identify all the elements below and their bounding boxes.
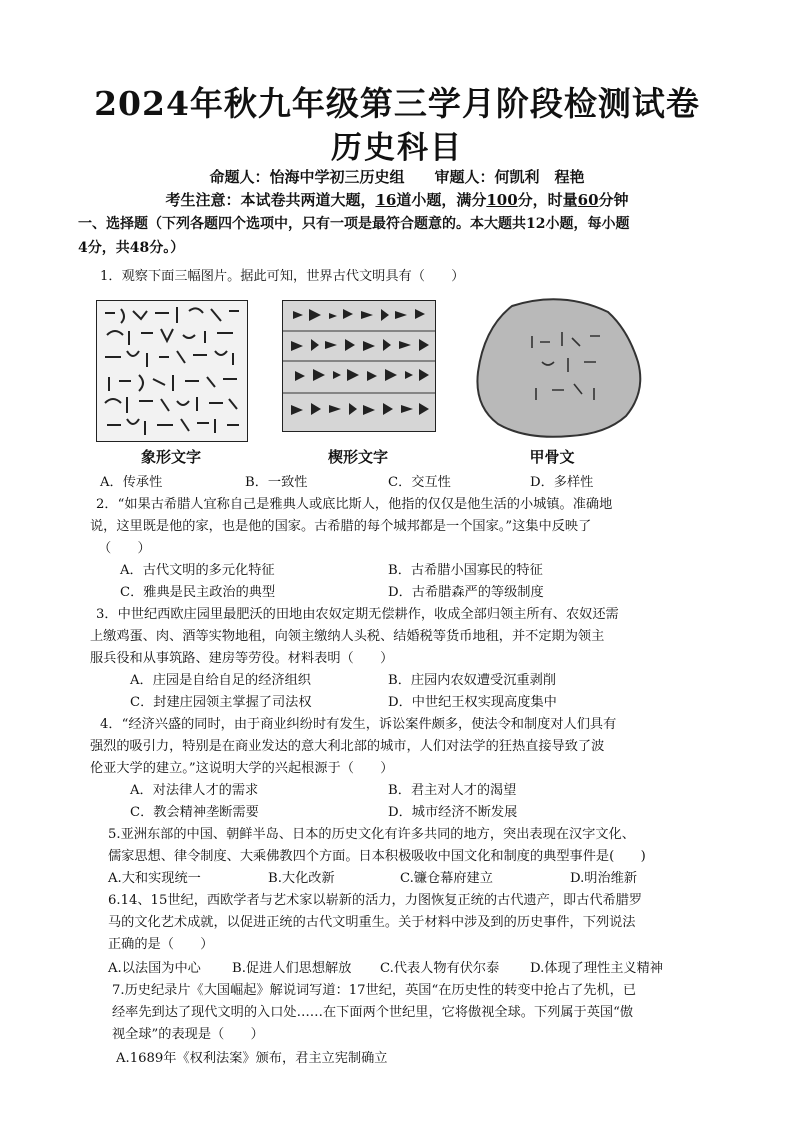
notice-suffix: 分钟 <box>598 191 629 209</box>
q6-option-d: D.体现了理性主义精神 <box>530 961 663 976</box>
q3-line1: 3．中世纪西欧庄园里最肥沃的田地由农奴定期无偿耕作，收成全部归领主所有、农奴还需 <box>96 607 619 622</box>
section-heading-line1: 一、选择题（下列各题四个选项中，只有一项是最符合题意的。本大题共12小题，每小题 <box>78 216 630 232</box>
notice-full-score: 100 <box>486 191 518 209</box>
exam-notice <box>0 189 794 210</box>
notice-mid2: 分，时量 <box>517 191 578 209</box>
hieroglyph-image <box>96 300 248 442</box>
q7-line1: 7.历史纪录片《大国崛起》解说词写道：17世纪，英国“在历史性的转变中抢占了先机，已 <box>112 983 637 998</box>
caption-oracle-bone: 甲骨文 <box>529 448 575 466</box>
author-line: 命题人：怡海中学初三历史组 审题人：何凯利 程艳 <box>209 168 585 186</box>
cuneiform-glyphs <box>283 301 435 431</box>
caption-hieroglyph: 象形文字 <box>140 448 201 466</box>
notice-time: 60 <box>577 191 599 209</box>
q1-option-b: B．一致性 <box>245 475 308 490</box>
q4-option-b: B．君主对人才的渴望 <box>388 783 517 798</box>
q5-option-c: C.镰仓幕府建立 <box>400 871 493 886</box>
q2-line1: 2．“如果古希腊人宜称自己是雅典人或底比斯人，他指的仅仅是他生活的小城镇。准确地 <box>96 497 613 512</box>
q3-option-a: A．庄园是自给自足的经济组织 <box>130 673 311 688</box>
q1-stem: 1．观察下面三幅图片。据此可知，世界古代文明具有（ ） <box>100 269 465 284</box>
q2-option-d: D．古希腊森严的等级制度 <box>388 585 544 600</box>
q4-option-d: D．城市经济不断发展 <box>388 805 518 820</box>
oracle-bone-shell <box>472 296 648 446</box>
q4-line1: 4．“经济兴盛的同时，由于商业纠纷时有发生，诉讼案件颇多，使法令和制度对人们具有 <box>100 717 617 732</box>
exam-title: 2024年秋九年级第三学月阶段检测试卷 <box>94 84 700 123</box>
hieroglyph-glyphs <box>97 301 247 441</box>
subject-title: 历史科目 <box>331 130 463 166</box>
q3-option-d: D．中世纪王权实现高度集中 <box>388 695 557 710</box>
q1-option-d: D．多样性 <box>530 475 594 490</box>
q4-option-c: C．教会精神垄断需要 <box>130 805 259 820</box>
q6-line1: 6.14、15世纪，西欧学者与艺术家以崭新的活力，力图恢复正统的古代遗产，即古代希腊罗 <box>108 893 643 908</box>
q4-line2: 强烈的吸引力，特别是在商业发达的意大利北部的城市，人们对法学的狂热直接导致了波 <box>90 739 605 754</box>
q6-option-c: C.代表人物有伏尔泰 <box>380 961 500 976</box>
q1-option-a: A．传承性 <box>100 475 163 490</box>
q4-option-a: A．对法律人才的需求 <box>130 783 259 798</box>
q6-option-b: B.促进人们思想解放 <box>232 961 352 976</box>
q3-option-c: C．封建庄园领主掌握了司法权 <box>130 695 312 710</box>
q1-figures <box>96 296 656 472</box>
q7-line3: 视全球”的表现是（ ） <box>112 1027 264 1042</box>
q4-line3: 伦亚大学的建立。”这说明大学的兴起根源于（ ） <box>90 761 394 776</box>
q1-option-c: C．交互性 <box>388 475 451 490</box>
q5-line1: 5.亚洲东部的中国、朝鲜半岛、日本的历史文化有许多共同的地方，突出表现在汉字文化、 <box>108 827 635 842</box>
q3-line2: 上缴鸡蛋、肉、酒等实物地租，向领主缴纳人头税、结婚税等货币地租，并不定期为领主 <box>90 629 605 644</box>
q2-option-b: B．古希腊小国寡民的特征 <box>388 563 543 578</box>
q3-line3: 服兵役和从事筑路、建房等劳役。材料表明（ ） <box>90 651 394 666</box>
q6-line3: 正确的是（ ） <box>108 937 214 952</box>
q2-line3: （ ） <box>98 541 151 556</box>
notice-prefix: 考生注意：本试卷共两道大题， <box>165 191 376 209</box>
q3-option-b: B．庄园内农奴遭受沉重剥削 <box>388 673 556 688</box>
q2-line2: 说，这里既是他的家，也是他的国家。古希腊的每个城邦都是一个国家。”这集中反映了 <box>90 519 592 534</box>
q7-line2: 经率先到达了现代文明的入口处……在下面两个世纪里，它将傲视全球。下列属于英国“傲 <box>112 1005 634 1020</box>
q6-line2: 马的文化艺术成就，以促进正统的古代文明重生。关于材料中涉及到的历史事件，下列说法 <box>108 915 636 930</box>
cuneiform-image <box>282 300 436 432</box>
q5-option-b: B.大化改新 <box>268 871 335 886</box>
q5-option-a: A.大和实现统一 <box>108 871 201 886</box>
q2-option-c: C．雅典是民主政治的典型 <box>120 585 276 600</box>
oracle-bone-image <box>472 296 648 446</box>
caption-cuneiform: 楔形文字 <box>327 448 388 466</box>
q5-line2: 儒家思想、律令制度、大乘佛教四个方面。日本积极吸收中国文化和制度的典型事件是( ) <box>108 849 646 864</box>
section-heading-line2: 4分，共48分。） <box>78 240 185 256</box>
q5-option-d: D.明治维新 <box>570 871 638 886</box>
q7-option-a: A.1689年《权利法案》颁布，君主立宪制确立 <box>116 1051 388 1066</box>
section-heading <box>78 212 698 260</box>
q2-option-a: A．古代文明的多元化特征 <box>120 563 275 578</box>
notice-question-count: 16 <box>375 191 397 209</box>
q6-option-a: A.以法国为中心 <box>108 961 201 976</box>
notice-mid1: 道小题，满分 <box>396 191 487 209</box>
